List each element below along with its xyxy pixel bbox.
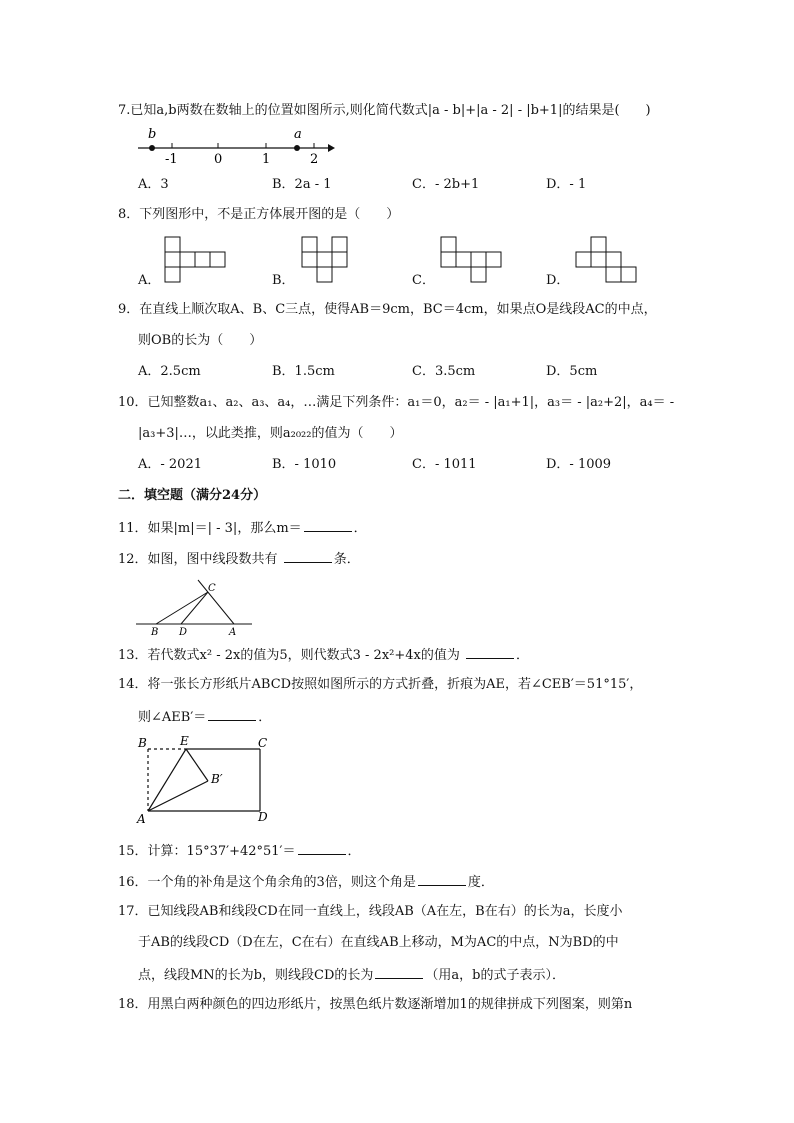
q17-answer-blank[interactable]: [375, 965, 423, 979]
q8-option-a[interactable]: A．: [138, 273, 161, 288]
q14-line2: [138, 707, 271, 727]
q18-line1: 18．用黑白两种颜色的四边形纸片，按黑色纸片数逐渐增加1的规律拼成下列图案，则第n: [118, 997, 633, 1012]
q17-pre: 点，线段MN的长为b，则线段CD的长为: [138, 968, 374, 983]
q7-option-b[interactable]: B．2a - 1: [272, 177, 332, 192]
q9-option-d[interactable]: D．5cm: [546, 364, 598, 379]
q8-option-c[interactable]: C．: [412, 273, 435, 288]
tick-label-1: 1: [262, 152, 271, 167]
label-a: A: [137, 812, 146, 826]
q10-option-a[interactable]: A．- 2021: [138, 457, 202, 472]
q10-stem: 10．已知整数a₁、a₂、a₃、a₄，…满足下列条件：a₁＝0，a₂＝ - |a₁+1|，a₃＝ - |a₂+2|，a₄＝ -: [118, 395, 675, 410]
label-d: D: [258, 810, 268, 824]
q13-post: ．: [516, 648, 530, 663]
q8-option-d[interactable]: D．: [546, 273, 570, 288]
q16-pre: 16．一个角的补角是这个角余角的3倍，则这个角是: [118, 875, 416, 890]
q10-option-d[interactable]: D．- 1009: [546, 457, 612, 472]
q8-net-a: [165, 237, 229, 285]
q12-answer-blank[interactable]: [284, 549, 332, 563]
label-a: A: [229, 627, 237, 638]
segment-through-c-a: [198, 580, 234, 624]
label-d: D: [179, 627, 188, 638]
q12: [118, 549, 360, 569]
label-c: C: [258, 736, 268, 750]
q10-option-c[interactable]: C．- 1011: [412, 457, 477, 472]
q9-stem: 9．在直线上顺次取A、B、C三点，使得AB＝9cm，BC＝4cm，如果点O是线段AC的中点，: [118, 302, 657, 317]
q15-answer-blank[interactable]: [298, 841, 346, 855]
q8-option-b[interactable]: B．: [272, 273, 295, 288]
label-b: B: [138, 736, 147, 750]
q11-post: ．: [353, 521, 367, 536]
label-a: a: [294, 127, 302, 142]
edge-eb-prime: [186, 749, 208, 781]
q12-pre: 12．如图，图中线段数共有: [118, 552, 282, 567]
label-b: b: [148, 127, 157, 142]
q16-post: 度．: [467, 875, 494, 890]
q7-option-a[interactable]: A．3: [138, 177, 169, 192]
section2-title: 二．填空题（满分24分）: [118, 488, 267, 503]
q17-line2: 于AB的线段CD（D在左，C在右）在直线AB上移动，M为AC的中点，N为BD的中: [138, 935, 619, 950]
q7-stem: 7.已知a,b两数在数轴上的位置如图所示,则化简代数式|a - b|+|a - 2| - |b+1|的结果是( ): [118, 103, 651, 118]
q15-pre: 15．计算：15°37′+42°51′＝: [118, 844, 296, 859]
q15: [118, 841, 361, 861]
segment-bc: [156, 592, 208, 624]
q14-answer-blank[interactable]: [208, 707, 256, 721]
label-b-prime: B′: [211, 772, 223, 786]
q13-pre: 13．若代数式x² - 2x的值为5，则代数式3 - 2x²+4x的值为: [118, 648, 464, 663]
q14-stem: 14．将一张长方形纸片ABCD按照如图所示的方式折叠，折痕为AE，若∠CEB′＝51°15′，: [118, 677, 643, 692]
q13: [118, 645, 529, 665]
tick-label-2: 2: [310, 152, 319, 167]
q17-line1: 17．已知线段AB和线段CD在同一直线上，线段AB（A在左，B在右）的长为a，长度小: [118, 904, 623, 919]
q13-answer-blank[interactable]: [466, 645, 514, 659]
tick-label-neg1: -1: [165, 152, 178, 167]
label-c: C: [208, 583, 216, 594]
label-b: B: [151, 627, 159, 638]
q8-net-d: [576, 237, 640, 285]
q9-option-b[interactable]: B．1.5cm: [272, 364, 335, 379]
q11-answer-blank[interactable]: [304, 518, 352, 532]
q9-stem-line2: 则OB的长为（ ）: [138, 333, 263, 348]
q10-stem-line2: |a₃+3|…，以此类推，则a₂₀₂₂的值为（ ）: [138, 426, 403, 441]
q12-post: 条．: [333, 552, 360, 567]
point-a: [294, 145, 300, 151]
segment-dc: [181, 592, 208, 624]
point-b: [149, 145, 155, 151]
q15-post: ．: [347, 844, 361, 859]
label-e: E: [180, 734, 189, 748]
q17-line3: [138, 965, 565, 985]
q14-pre: 则∠AEB′＝: [138, 710, 207, 725]
q9-option-a[interactable]: A．2.5cm: [138, 364, 201, 379]
q7-option-d[interactable]: D．- 1: [546, 177, 587, 192]
q12-figure: [136, 574, 256, 638]
q17-post: （用a，b的式子表示）．: [425, 968, 565, 983]
q16: [118, 872, 494, 892]
q10-option-b[interactable]: B．- 1010: [272, 457, 337, 472]
q7-option-c[interactable]: C．- 2b+1: [412, 177, 480, 192]
q11: [118, 518, 367, 538]
tick-label-0: 0: [214, 152, 223, 167]
q9-option-c[interactable]: C．3.5cm: [412, 364, 476, 379]
q8-stem: 8．下列图形中，不是正方体展开图的是（ ）: [118, 207, 400, 222]
q8-net-b: [302, 237, 352, 285]
number-line-arrow: [328, 144, 335, 152]
q7-number-line: [130, 124, 340, 168]
q14-figure: [136, 735, 286, 825]
q16-answer-blank[interactable]: [418, 872, 466, 886]
q11-pre: 11．如果|m|＝| - 3|，那么m＝: [118, 521, 302, 536]
q8-net-c: [441, 237, 505, 285]
q14-post: ．: [258, 710, 272, 725]
